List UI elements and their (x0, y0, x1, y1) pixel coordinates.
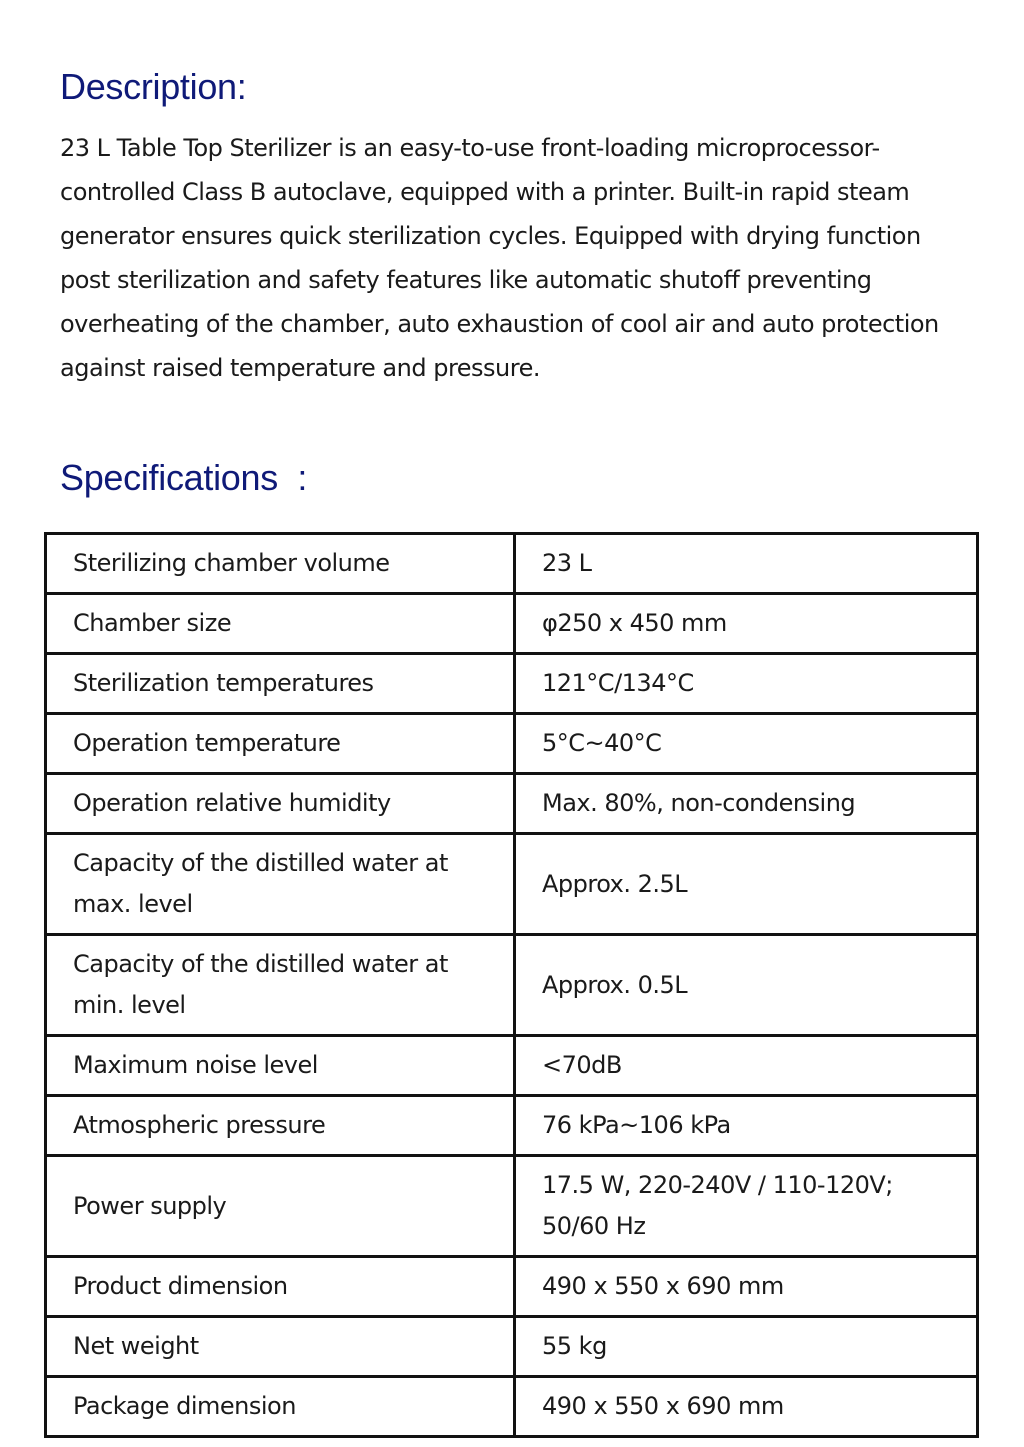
spec-value: 76 kPa~106 kPa (515, 1096, 978, 1156)
spec-label: Capacity of the distilled water at max. level (46, 834, 515, 935)
table-row (46, 534, 978, 594)
spec-value: 121°C/134°C (515, 654, 978, 714)
spec-label: Chamber size (46, 594, 515, 654)
table-row (46, 1096, 978, 1156)
table-row (46, 1377, 978, 1437)
table-row (46, 1156, 978, 1257)
table-row (46, 594, 978, 654)
spec-value: 490 x 550 x 690 mm (515, 1377, 978, 1437)
table-row (46, 714, 978, 774)
spec-value: 490 x 550 x 690 mm (515, 1257, 978, 1317)
spec-value: φ250 x 450 mm (515, 594, 978, 654)
table-row (46, 1036, 978, 1096)
spec-value: Max. 80%, non-condensing (515, 774, 978, 834)
table-row (46, 1257, 978, 1317)
spec-value: 17.5 W, 220-240V / 110-120V; 50/60 Hz (515, 1156, 978, 1257)
spec-label: Sterilization temperatures (46, 654, 515, 714)
spec-label: Sterilizing chamber volume (46, 534, 515, 594)
description-text: 23 L Table Top Sterilizer is an easy-to-use front-loading microprocessor-controlled Class B autoclave, equipped with a printer. Built-in rapid steam generator ensures quick sterilization cycles. Equipped with drying function post sterilization and safety features like automatic shutoff preventing overheating of the chamber, auto exhaustion of cool air and auto protection against raised temperature and pressure. (60, 134, 939, 382)
spec-label: Atmospheric pressure (46, 1096, 515, 1156)
description-heading: Description: (60, 66, 247, 107)
spec-label: Power supply (46, 1156, 515, 1257)
table-row (46, 654, 978, 714)
spec-value: 5°C~40°C (515, 714, 978, 774)
table-row (46, 774, 978, 834)
spec-value: <70dB (515, 1036, 978, 1096)
spec-label: Package dimension (46, 1377, 515, 1437)
spec-label: Capacity of the distilled water at min. level (46, 935, 515, 1036)
spec-value: 55 kg (515, 1317, 978, 1377)
spec-label: Maximum noise level (46, 1036, 515, 1096)
table-row (46, 1317, 978, 1377)
spec-value: Approx. 0.5L (515, 935, 978, 1036)
spec-label: Net weight (46, 1317, 515, 1377)
spec-label: Operation temperature (46, 714, 515, 774)
spec-label: Operation relative humidity (46, 774, 515, 834)
specifications-table (44, 532, 979, 1438)
spec-label: Product dimension (46, 1257, 515, 1317)
table-row (46, 834, 978, 935)
specifications-heading: Specifications : (60, 457, 308, 498)
spec-value: Approx. 2.5L (515, 834, 978, 935)
table-row (46, 935, 978, 1036)
spec-value: 23 L (515, 534, 978, 594)
